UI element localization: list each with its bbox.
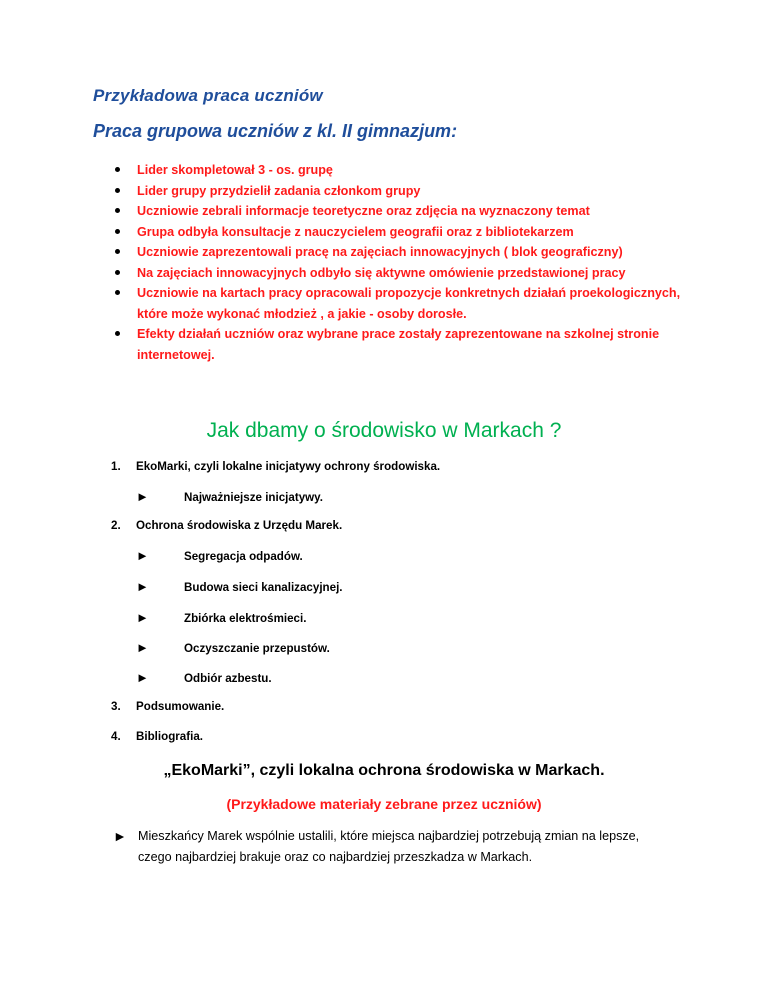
bullet-item — [110, 242, 690, 263]
toc-subitem — [136, 610, 306, 625]
arrow-right-icon: ► — [136, 670, 149, 685]
toc-subitem — [136, 579, 343, 594]
arrow-right-icon: ► — [136, 489, 149, 504]
toc-label: EkoMarki, czyli lokalne inicjatywy ochrony środowiska. — [136, 460, 441, 473]
bullet-dot-icon — [115, 229, 120, 234]
toc-number: 2. — [111, 519, 121, 532]
bullet-dot-icon — [115, 249, 120, 254]
arrow-right-icon: ► — [136, 640, 149, 655]
toc-subitem — [136, 640, 330, 655]
toc-item — [111, 519, 342, 532]
bullet-text: Grupa odbyła konsultacje z nauczycielem geografii oraz z bibliotekarzem — [137, 224, 574, 239]
bullet-text: Lider grupy przydzielił zadania członkom grupy — [137, 183, 421, 198]
bullet-text: Uczniowie zebrali informacje teoretyczne oraz zdjęcia na wyznaczony temat — [137, 204, 590, 218]
toc-subitem-label: Segregacja odpadów. — [184, 550, 303, 563]
toc-title: Jak dbamy o środowisko w Markach ? — [206, 419, 562, 442]
bullet-item — [110, 181, 690, 202]
bullet-dot-icon — [115, 331, 120, 336]
toc-number: 1. — [111, 460, 121, 473]
bullet-text: Efekty działań uczniów oraz wybrane prace zostały zaprezentowane na szkolnej stronie internetowej. — [137, 327, 660, 362]
bullet-dot-icon — [115, 188, 120, 193]
section-subtitle: Praca grupowa uczniów z kl. II gimnazjum: — [93, 121, 458, 141]
toc-item — [111, 460, 440, 473]
toc-label: Ochrona środowiska z Urzędu Marek. — [136, 519, 343, 532]
bullet-item — [110, 201, 690, 222]
task-bullet-list — [110, 160, 690, 365]
toc-label: Bibliografia. — [136, 730, 203, 743]
bullet-item — [110, 324, 690, 365]
paragraph-text: Mieszkańcy Marek wspólnie ustalili, które miejsca najbardziej potrzebują zmian na lepsze, czego najbardziej brakuje oraz co najbardziej przeszkadza w Markach. — [138, 829, 640, 864]
bullet-item — [110, 160, 690, 181]
section2-note: (Przykładowe materiały zebrane przez uczniów) — [226, 796, 542, 812]
toc-subitem-label: Budowa sieci kanalizacyjnej. — [184, 581, 343, 594]
bullet-item — [110, 283, 690, 324]
bullet-text: Uczniowie zaprezentowali pracę na zajęciach innowacyjnych ( blok geograficzny) — [137, 245, 623, 259]
bullet-dot-icon — [115, 208, 120, 213]
toc-subitem — [136, 548, 303, 563]
toc-subitem-label: Odbiór azbestu. — [184, 672, 272, 685]
bullet-dot-icon — [115, 290, 120, 295]
arrow-right-icon: ► — [136, 579, 149, 594]
paragraph — [113, 826, 673, 868]
arrow-right-icon: ► — [136, 610, 149, 625]
bullet-text: Na zajęciach innowacyjnych odbyło się aktywne omówienie przedstawionej pracy — [137, 265, 626, 280]
bullet-dot-icon — [115, 167, 120, 172]
bullet-item — [110, 263, 690, 284]
bullet-dot-icon — [115, 270, 120, 275]
toc-subitem — [136, 489, 323, 504]
toc-number: 4. — [111, 730, 121, 743]
toc-subitem-label: Oczyszczanie przepustów. — [184, 642, 330, 655]
toc-item — [111, 700, 224, 713]
toc-number: 3. — [111, 700, 121, 713]
bullet-text: Uczniowie na kartach pracy opracowali propozycje konkretnych działań proekologicznych, które może wykonać młodzież , a jakie - osoby dorosłe. — [137, 286, 681, 321]
toc-subitem — [136, 670, 272, 685]
toc-subitem-label: Zbiórka elektrośmieci. — [184, 612, 307, 625]
section2-title: „EkoMarki”, czyli lokalna ochrona środowiska w Markach. — [163, 762, 605, 779]
bullet-text: Lider skompletował 3 - os. grupę — [137, 163, 333, 177]
bullet-item — [110, 222, 690, 243]
toc-subitem-label: Najważniejsze inicjatywy. — [184, 491, 323, 504]
arrow-right-icon: ► — [113, 828, 127, 844]
toc-item — [111, 730, 203, 743]
section-title: Przykładowa praca uczniów — [93, 86, 323, 105]
arrow-right-icon: ► — [136, 548, 149, 563]
toc-label: Podsumowanie. — [136, 700, 225, 713]
